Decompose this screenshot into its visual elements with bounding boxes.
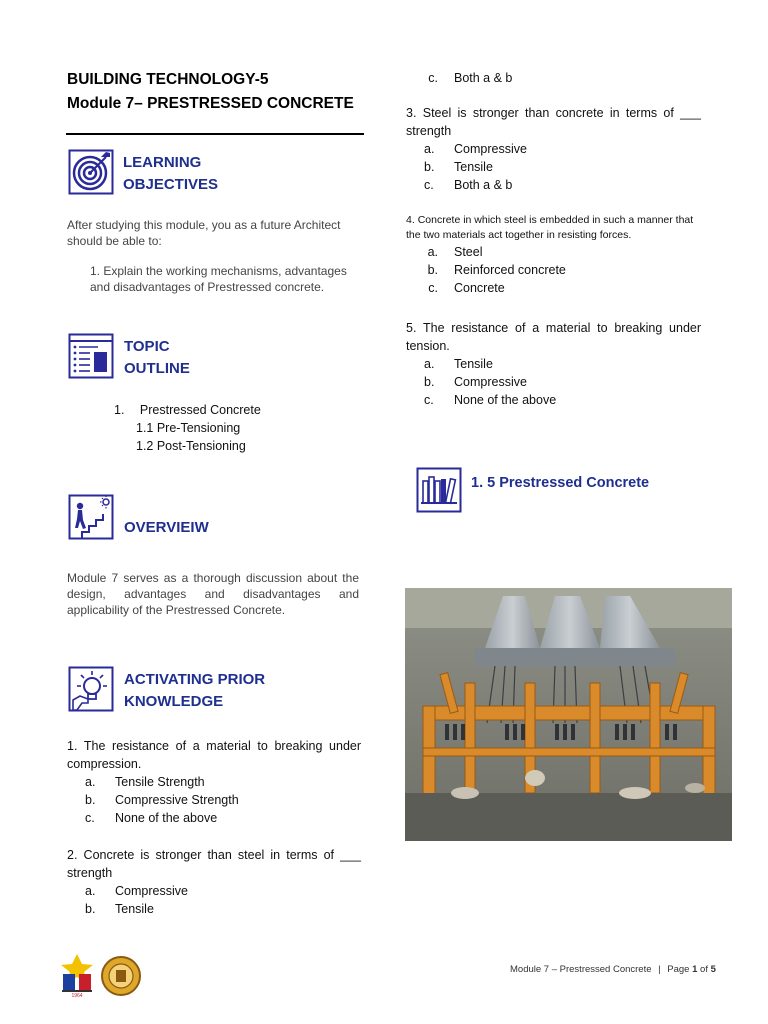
course-title: BUILDING TECHNOLOGY-5 xyxy=(67,71,269,88)
objectives-intro: After studying this module, you as a future Architect should be able to: xyxy=(67,218,341,248)
prior-knowledge-heading: ACTIVATING PRIOR KNOWLEDGE xyxy=(124,671,266,710)
question-option: c. None of the above xyxy=(424,393,557,407)
question-2-continued xyxy=(406,69,512,87)
outline-sub-item: 1.2 Post-Tensioning xyxy=(136,439,246,453)
question-option: c. Both a & b xyxy=(428,71,513,85)
objective-item: 1. Explain the working mechanisms, advantages and disadvantages of Prestressed concrete. xyxy=(90,264,347,294)
question-4: 4. Concrete in which steel is embedded in such a manner that the two materials act together in resisting forces. a. Steel b. Reinforced concrete c. Concrete xyxy=(406,213,706,297)
learning-objectives-heading: LEARNING OBJECTIVES xyxy=(123,154,219,193)
question-1: 1. The resistance of a material to breaking under compression. a. Tensile Strength b. Compressive Strength c. None of the above xyxy=(67,739,362,825)
prestressed-concrete-photo xyxy=(405,588,732,841)
question-option: b. Compressive Strength xyxy=(85,793,239,807)
question-option: c. Both a & b xyxy=(424,178,513,192)
prestressed-concrete-heading: 1. 5 Prestressed Concrete xyxy=(471,475,650,491)
question-option: a. Compressive xyxy=(424,142,527,156)
question-option: b. Compressive xyxy=(424,375,527,389)
university-logo xyxy=(56,952,98,998)
overview-text: Module 7 serves as a thorough discussion about the design, advantages and disadvantages and applicability of the Prestressed Concrete. xyxy=(67,571,359,617)
target-icon xyxy=(68,149,114,195)
question-option: a. Compressive xyxy=(85,884,188,898)
question-option: a. Tensile xyxy=(424,357,493,371)
lightbulb-icon xyxy=(68,666,114,712)
books-icon xyxy=(416,467,462,513)
stairs-climber-icon xyxy=(68,494,114,540)
outline-list-icon xyxy=(68,333,114,379)
question-2: 2. Concrete is stronger than steel in terms of ___ strength a. Compressive b. Tensile xyxy=(67,848,361,916)
question-5: 5. The resistance of a material to breaking under tension. a. Tensile b. Compressive c. None of the above xyxy=(406,321,702,407)
logo-year: 1964 xyxy=(71,993,83,998)
overview-heading: OVERVIEIW xyxy=(124,519,209,536)
question-option: c. Concrete xyxy=(428,281,505,295)
question-option: b. Reinforced concrete xyxy=(427,263,566,277)
question-3: 3. Steel is stronger than concrete in terms of ___ strength a. Compressive b. Tensile c. Both a & b xyxy=(406,106,701,192)
question-option: c. None of the above xyxy=(85,811,218,825)
topic-outline-heading: TOPIC OUTLINE xyxy=(124,338,190,377)
college-seal xyxy=(100,955,142,997)
footer-text: Module 7 – Prestressed Concrete | Page 1 of 5 xyxy=(510,964,716,975)
question-option: b. Tensile xyxy=(424,160,493,174)
outline-item: 1. Prestressed Concrete xyxy=(114,403,261,417)
question-option: b. Tensile xyxy=(85,902,154,916)
question-option: a. Steel xyxy=(427,245,483,259)
title-divider xyxy=(66,133,364,135)
module-title: Module 7– PRESTRESSED CONCRETE xyxy=(67,95,354,112)
outline-sub-item: 1.1 Pre-Tensioning xyxy=(136,421,241,435)
question-option: a. Tensile Strength xyxy=(85,775,205,789)
